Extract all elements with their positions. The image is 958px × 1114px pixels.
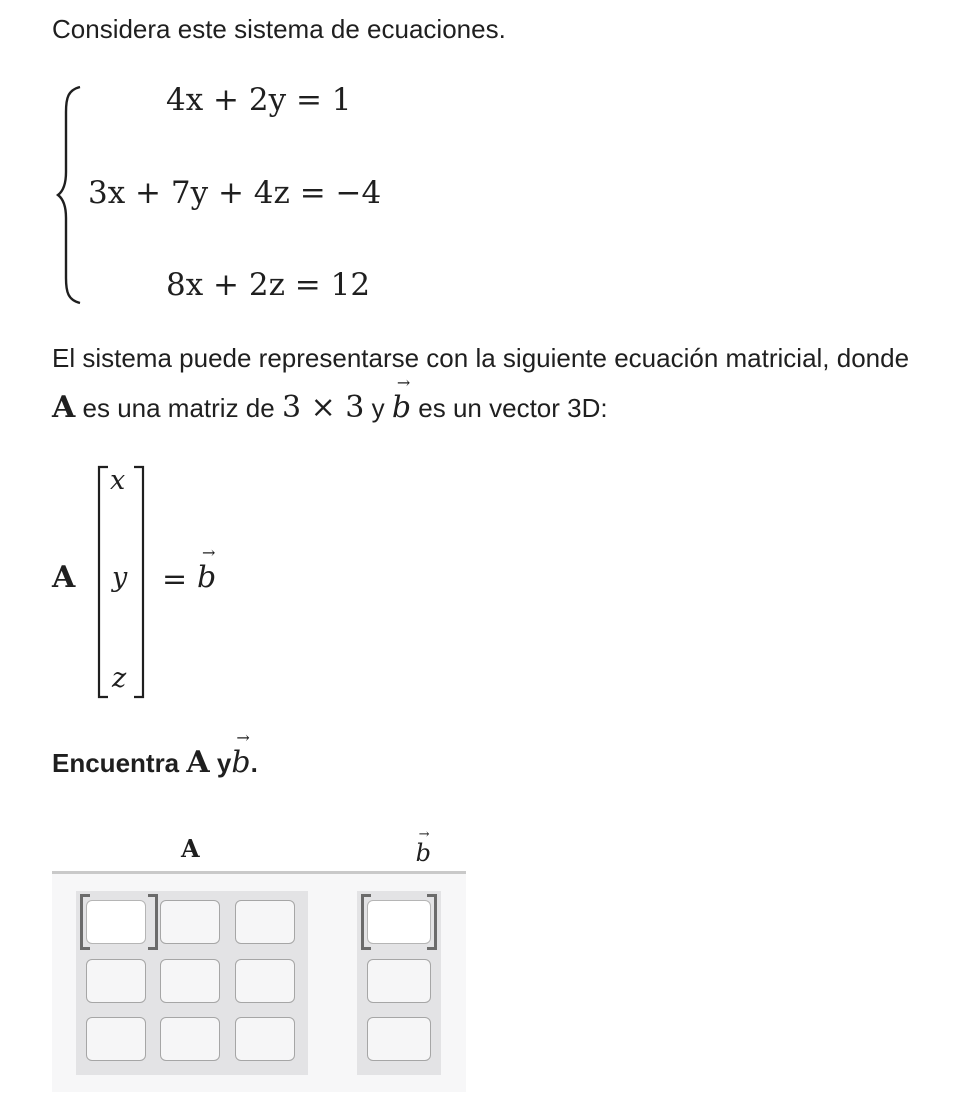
description-text-y: y <box>371 393 385 423</box>
description-text-a: es una matriz de <box>82 393 275 423</box>
matrix-A-input-grid <box>76 891 308 1075</box>
equals-sign: = <box>162 562 188 597</box>
matrix-A-cell-2-1[interactable] <box>86 959 146 1003</box>
matrix-A-cell-2-2[interactable] <box>160 959 220 1003</box>
description-text-b: es un vector 3D: <box>418 393 608 423</box>
matrix-A: A <box>52 560 76 595</box>
matrix-A-cell-1-3[interactable] <box>235 900 295 944</box>
vector-arrow-icon: → <box>396 373 411 392</box>
task-prefix: Encuentra <box>52 748 180 778</box>
description-line-1: El sistema puede representarse con la siguiente ecuación matricial, donde <box>52 343 910 373</box>
task-b-symbol: → b <box>231 728 251 780</box>
equation-3: 8x + 2z = 12 <box>166 267 371 303</box>
answer-A-header: A <box>181 834 200 863</box>
task-suffix: . <box>250 748 258 778</box>
var-x: x <box>110 465 126 496</box>
equation-2: 3x + 7y + 4z = −4 <box>88 175 382 211</box>
vector-b: → b <box>197 543 217 595</box>
task-y: y <box>216 748 232 778</box>
task-prompt <box>52 728 258 780</box>
matrix-bracket-right <box>148 894 158 950</box>
matrix-A-cell-3-3[interactable] <box>235 1017 295 1061</box>
vector-arrow-icon: → <box>236 728 250 747</box>
vector-b-cell-3[interactable] <box>367 1017 431 1061</box>
var-z: z <box>112 663 127 694</box>
var-y: y <box>112 562 128 593</box>
answer-b-header: → b <box>415 827 432 867</box>
vector-b-symbol: → b <box>391 373 412 425</box>
matrix-A-cell-3-1[interactable] <box>86 1017 146 1061</box>
vector-b-cell-2[interactable] <box>367 959 431 1003</box>
vector-arrow-icon: → <box>202 543 216 562</box>
matrix-A-cell-3-2[interactable] <box>160 1017 220 1061</box>
vector-b-input-grid <box>357 891 441 1075</box>
description-line-2 <box>52 373 608 425</box>
matrix-dims: 3 × 3 <box>281 390 365 425</box>
equation-1: 4x + 2y = 1 <box>166 82 352 118</box>
matrix-A-cell-1-2[interactable] <box>160 900 220 944</box>
matrix-A-symbol: A <box>52 390 76 425</box>
matrix-A-cell-2-3[interactable] <box>235 959 295 1003</box>
task-A-symbol: A <box>186 745 210 780</box>
vector-arrow-icon: → <box>418 827 430 842</box>
left-brace <box>56 84 82 306</box>
matrix-A-cell-1-1[interactable] <box>86 900 146 944</box>
intro-text: Considera este sistema de ecuaciones. <box>52 14 506 44</box>
vector-b-cell-1[interactable] <box>367 900 431 944</box>
